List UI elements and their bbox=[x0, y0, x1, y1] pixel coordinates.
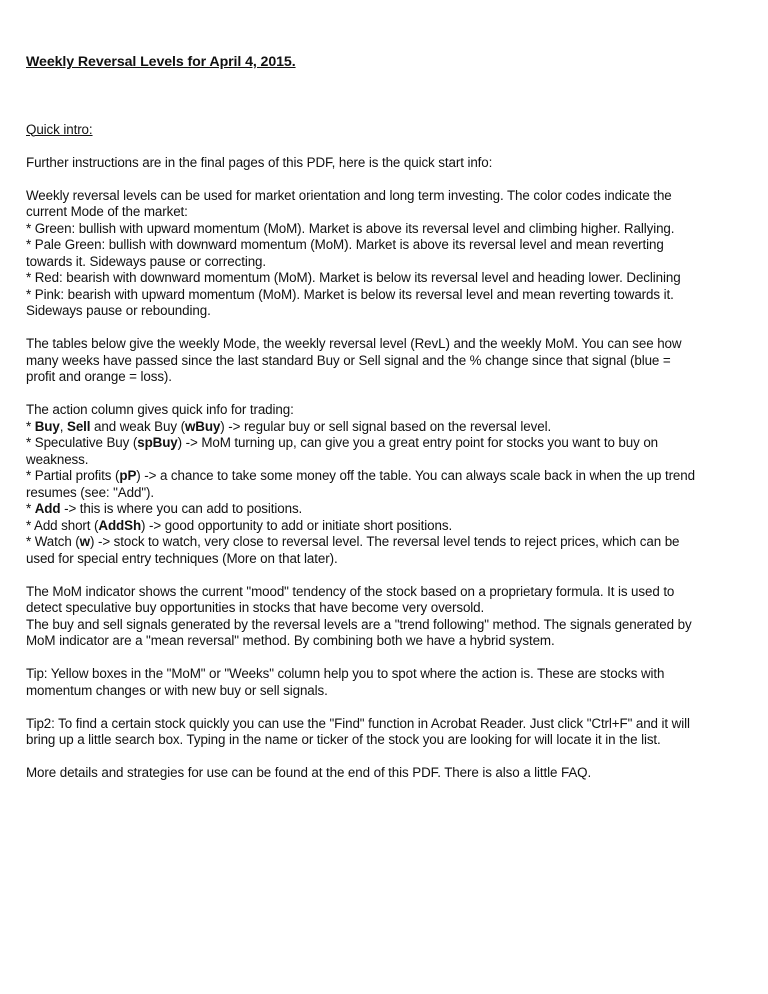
action-spbuy bbox=[26, 435, 746, 452]
text: ) -> MoM turning up, can give you a great entry point for stocks you want to buy on bbox=[177, 435, 659, 450]
instructions-paragraph: Further instructions are in the final pages of this PDF, here is the quick start info: bbox=[26, 154, 493, 170]
bullet: * bbox=[26, 418, 35, 434]
text: and weak Buy ( bbox=[90, 418, 185, 434]
action-spbuy-code: spBuy bbox=[137, 435, 178, 450]
mom-paragraph bbox=[26, 584, 746, 650]
text: ) -> stock to watch, very close to reversal level. The reversal level tends to reject prices, which can be bbox=[90, 534, 680, 549]
action-buy: Buy bbox=[34, 418, 60, 434]
text-line: MoM indicator are a "mean reversal" method. By combining both we have a hybrid system. bbox=[26, 633, 555, 648]
intro-heading: Quick intro: bbox=[26, 121, 93, 137]
mode-pale-green-cont: towards it. Sideways pause or correcting. bbox=[26, 253, 267, 269]
text-line: The buy and sell signals generated by the reversal levels are a "trend following" method. The signals generated by bbox=[26, 616, 692, 632]
spacer bbox=[26, 650, 746, 667]
action-watch bbox=[26, 534, 746, 551]
spacer bbox=[26, 749, 746, 766]
spacer bbox=[26, 386, 746, 403]
spacer bbox=[26, 567, 746, 584]
action-add bbox=[26, 501, 746, 518]
text: ) -> regular buy or sell signal based on the reversal level. bbox=[220, 418, 552, 434]
text-line: momentum changes or with new buy or sell signals. bbox=[26, 682, 328, 698]
spacer bbox=[26, 138, 746, 155]
action-add-code: Add bbox=[34, 501, 61, 516]
more-details-paragraph: More details and strategies for use can be found at the end of this PDF. There is also a little FAQ. bbox=[26, 765, 592, 780]
text: ) -> a chance to take some money off the table. You can always scale back in when the up trend bbox=[136, 468, 695, 483]
text: -> this is where you can add to positions. bbox=[60, 501, 303, 516]
text: * Add short ( bbox=[26, 517, 99, 533]
mode-pink: * Pink: bearish with upward momentum (MoM). Market is below its reversal level and mean reverting towards it. bbox=[26, 286, 674, 302]
text: * Watch ( bbox=[26, 534, 80, 549]
text: * Partial profits ( bbox=[26, 468, 120, 483]
bullet: * bbox=[26, 501, 35, 516]
text-line: The tables below give the weekly Mode, the weekly reversal level (RevL) and the weekly MoM. You can see how bbox=[26, 336, 682, 351]
text: * Speculative Buy ( bbox=[26, 435, 138, 450]
text: , bbox=[59, 418, 67, 434]
action-addsh bbox=[26, 518, 746, 535]
action-watch-cont: used for special entry techniques (More on that later). bbox=[26, 550, 338, 566]
tables-paragraph bbox=[26, 336, 746, 386]
text-line: The MoM indicator shows the current "mood" tendency of the stock based on a proprietary formula. It is used to bbox=[26, 583, 675, 599]
action-wbuy: wBuy bbox=[184, 418, 221, 434]
text: ) -> good opportunity to add or initiate short positions. bbox=[141, 517, 453, 533]
text-line: Tip2: To find a certain stock quickly you can use the "Find" function in Acrobat Reader. Just click "Ctrl+F" and it will bbox=[26, 715, 690, 731]
mode-red: * Red: bearish with downward momentum (MoM). Market is below its reversal level and heading lower. Declining bbox=[26, 270, 681, 285]
tip-paragraph bbox=[26, 666, 746, 699]
action-buy-sell bbox=[26, 419, 746, 436]
action-addsh-code: AddSh bbox=[98, 517, 142, 533]
document-title: Weekly Reversal Levels for April 4, 2015. bbox=[26, 54, 296, 70]
action-pp bbox=[26, 468, 746, 485]
action-intro: The action column gives quick info for trading: bbox=[26, 402, 294, 417]
spacer bbox=[26, 171, 746, 188]
modes-paragraph bbox=[26, 188, 746, 320]
text-line: detect speculative buy opportunities in stocks that have become very oversold. bbox=[26, 600, 485, 615]
action-pp-cont: resumes (see: "Add"). bbox=[26, 484, 154, 500]
document-body bbox=[26, 54, 746, 782]
action-spbuy-cont: weakness. bbox=[26, 451, 89, 467]
text-line: current Mode of the market: bbox=[26, 204, 188, 219]
action-paragraph bbox=[26, 402, 746, 567]
text-line: profit and orange = loss). bbox=[26, 369, 172, 384]
text-line: many weeks have passed since the last standard Buy or Sell signal and the % change since that signal (blue = bbox=[26, 352, 671, 368]
text-line: bring up a little search box. Typing in the name or ticker of the stock you are looking for will locate it in the list. bbox=[26, 732, 661, 747]
action-sell: Sell bbox=[66, 418, 91, 434]
spacer bbox=[26, 320, 746, 337]
text-line: Tip: Yellow boxes in the "MoM" or "Weeks" column help you to spot where the action is. These are stocks with bbox=[26, 666, 665, 681]
spacer bbox=[26, 71, 746, 122]
action-pp-code: pP bbox=[119, 468, 137, 483]
spacer bbox=[26, 699, 746, 716]
tip2-paragraph bbox=[26, 716, 746, 749]
mode-pink-cont: Sideways pause or rebounding. bbox=[26, 303, 211, 318]
text-line: Weekly reversal levels can be used for market orientation and long term investing. The color codes indicate the bbox=[26, 187, 672, 203]
action-watch-code: w bbox=[79, 534, 90, 549]
mode-pale-green: * Pale Green: bullish with downward momentum (MoM). Market is above its reversal level and mean reverting bbox=[26, 237, 664, 252]
mode-green: * Green: bullish with upward momentum (MoM). Market is above its reversal level and climbing higher. Rallying. bbox=[26, 220, 675, 236]
